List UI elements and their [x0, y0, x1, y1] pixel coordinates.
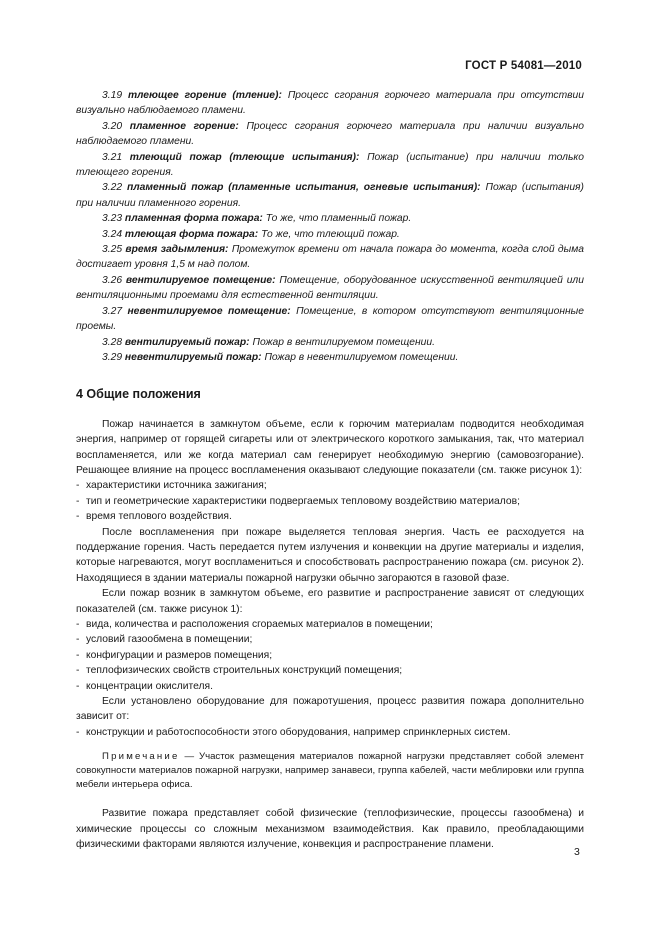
definition-item: [76, 227, 584, 242]
list-item: - вида, количества и расположения сгораемых материалов в помещении;: [76, 617, 584, 632]
definition-item: [76, 150, 584, 181]
definition-term: тлеющий пожар (тлеющие испытания):: [129, 151, 360, 163]
definition-term: пламенное горение:: [129, 120, 239, 132]
definition-term: вентилируемый пожар:: [124, 336, 250, 348]
definition-text: Процесс сгорания горючего материала при наличии визуально наблюдаемого пламени.: [76, 120, 584, 148]
page-number: 3: [574, 846, 580, 858]
definitions-list: [76, 88, 584, 365]
note-label: Примечание: [102, 751, 180, 763]
definition-term: время задымления:: [125, 244, 229, 256]
definition-item: [76, 211, 584, 226]
definition-item: [76, 273, 584, 304]
fire-development-factors-list: [76, 617, 584, 694]
list-item: - конструкции и работоспособности этого оборудования, например спринклерных систем.: [76, 725, 584, 740]
definition-item: [76, 88, 584, 119]
note: [76, 750, 584, 792]
paragraph-2: После воспламенения при пожаре выделяется тепловая энергия. Часть ее расходуется на поддержание горения. Часть передается путем излучения и конвекции на другие материалы и изделия, которые нагреваются, могут воспламениться и способствовать распространению пожара (см. рисунок 2). Находящиеся в здании материалы пожарной нагрузки обычно загораются в газовой фазе.: [76, 526, 584, 584]
definition-item: [76, 180, 584, 211]
section-title: 4 Общие положения: [76, 387, 201, 402]
definition-number: 3.27: [102, 305, 123, 317]
definition-term: пламенная форма пожара:: [124, 213, 263, 225]
definition-item: [76, 335, 584, 350]
page-content: [76, 88, 584, 852]
definition-number: 3.22: [102, 182, 123, 194]
list-item: - время теплового воздействия.: [76, 509, 584, 524]
definition-text: Пожар (испытание) при наличии только тлеющего горения.: [76, 151, 584, 179]
definition-text: Помещение, оборудованное искусственной вентиляцией или вентиляционными проемами для естественной вентиляции.: [76, 274, 584, 302]
ignition-factors-list: [76, 478, 584, 524]
paragraph-1: Пожар начинается в замкнутом объеме, если к горючим материалам подводится необходимая энергия, например от горящей сигареты или от электрического короткого замыкания, так, что материал воспламеняется, или же когда материал сам генерирует необходимую энергию (самовозгорание). Решающее влияние на процесс воспламенения оказывают следующие показатели (см. также рисунок 1):: [76, 418, 584, 476]
definition-term: невентилируемый пожар:: [124, 351, 262, 363]
definition-number: 3.25: [102, 244, 123, 256]
definition-item: [76, 350, 584, 365]
definition-text: Помещение, в котором отсутствуют вентиляционные проемы.: [76, 305, 584, 333]
paragraph-4: Если установлено оборудование для пожаротушения, процесс развития пожара дополнительно зависит от:: [76, 696, 584, 723]
definition-text: Пожар в вентилируемом помещении.: [252, 336, 435, 348]
definition-number: 3.24: [102, 228, 123, 240]
definition-number: 3.28: [102, 336, 123, 348]
definition-text: Процесс сгорания горючего материала при отсутствии визуально наблюдаемого пламени.: [76, 90, 584, 117]
definition-text: То же, что пламенный пожар.: [265, 213, 412, 225]
list-item: - тип и геометрические характеристики подвергаемых тепловому воздействию материалов;: [76, 494, 584, 509]
definition-number: 3.29: [102, 351, 123, 363]
definition-number: 3.19: [102, 90, 123, 101]
definition-number: 3.21: [102, 151, 123, 163]
definition-term: тлеющее горение (тление):: [127, 90, 282, 101]
definition-number: 3.23: [102, 213, 123, 225]
definition-item: [76, 119, 584, 150]
list-item: - характеристики источника зажигания;: [76, 478, 584, 493]
definition-text: Пожар в невентилируемом помещении.: [264, 351, 459, 363]
definition-text: Пожар (испытания) при наличии пламенного горения.: [76, 182, 584, 209]
definition-term: пламенный пожар (пламенные испытания, огневые испытания):: [126, 182, 481, 194]
list-item: - концентрации окислителя.: [76, 679, 584, 694]
paragraph-3: Если пожар возник в замкнутом объеме, его развитие и распространение зависят от следующих показателей (см. также рисунок 1):: [76, 588, 584, 615]
definition-number: 3.20: [102, 120, 123, 132]
definition-item: [76, 304, 584, 335]
standard-header: ГОСТ Р 54081—2010: [465, 60, 582, 72]
definition-text: То же, что тлеющий пожар.: [261, 228, 400, 240]
extinguishing-factors-list: [76, 725, 584, 740]
list-item: - конфигурации и размеров помещения;: [76, 648, 584, 663]
definition-term: невентилируемое помещение:: [127, 305, 291, 317]
paragraph-5: Развитие пожара представляет собой физические (теплофизические, процессы газообмена) и химические процессы со сложным механизмом взаимодействия. Как правило, преобладающими физическими факторами являются излучение, конвекция и распространение пламени.: [76, 808, 584, 851]
list-item: - условий газообмена в помещении;: [76, 632, 584, 647]
note-text: — Участок размещения материалов пожарной нагрузки представляет собой элемент совокупности материалов пожарной нагрузки, например занавеси, группа кабелей, части меблировки или группа мебели интерьера офиса.: [76, 751, 584, 791]
definition-number: 3.26: [102, 274, 123, 286]
definition-item: [76, 242, 584, 273]
definition-term: тлеющая форма пожара:: [124, 228, 259, 240]
list-item: - теплофизических свойств строительных конструкций помещения;: [76, 663, 584, 678]
definition-text: Промежуток времени от начала пожара до момента, когда слой дыма достигает уровня 1,5 м над полом.: [76, 244, 584, 271]
definition-term: вентилируемое помещение:: [125, 274, 276, 286]
